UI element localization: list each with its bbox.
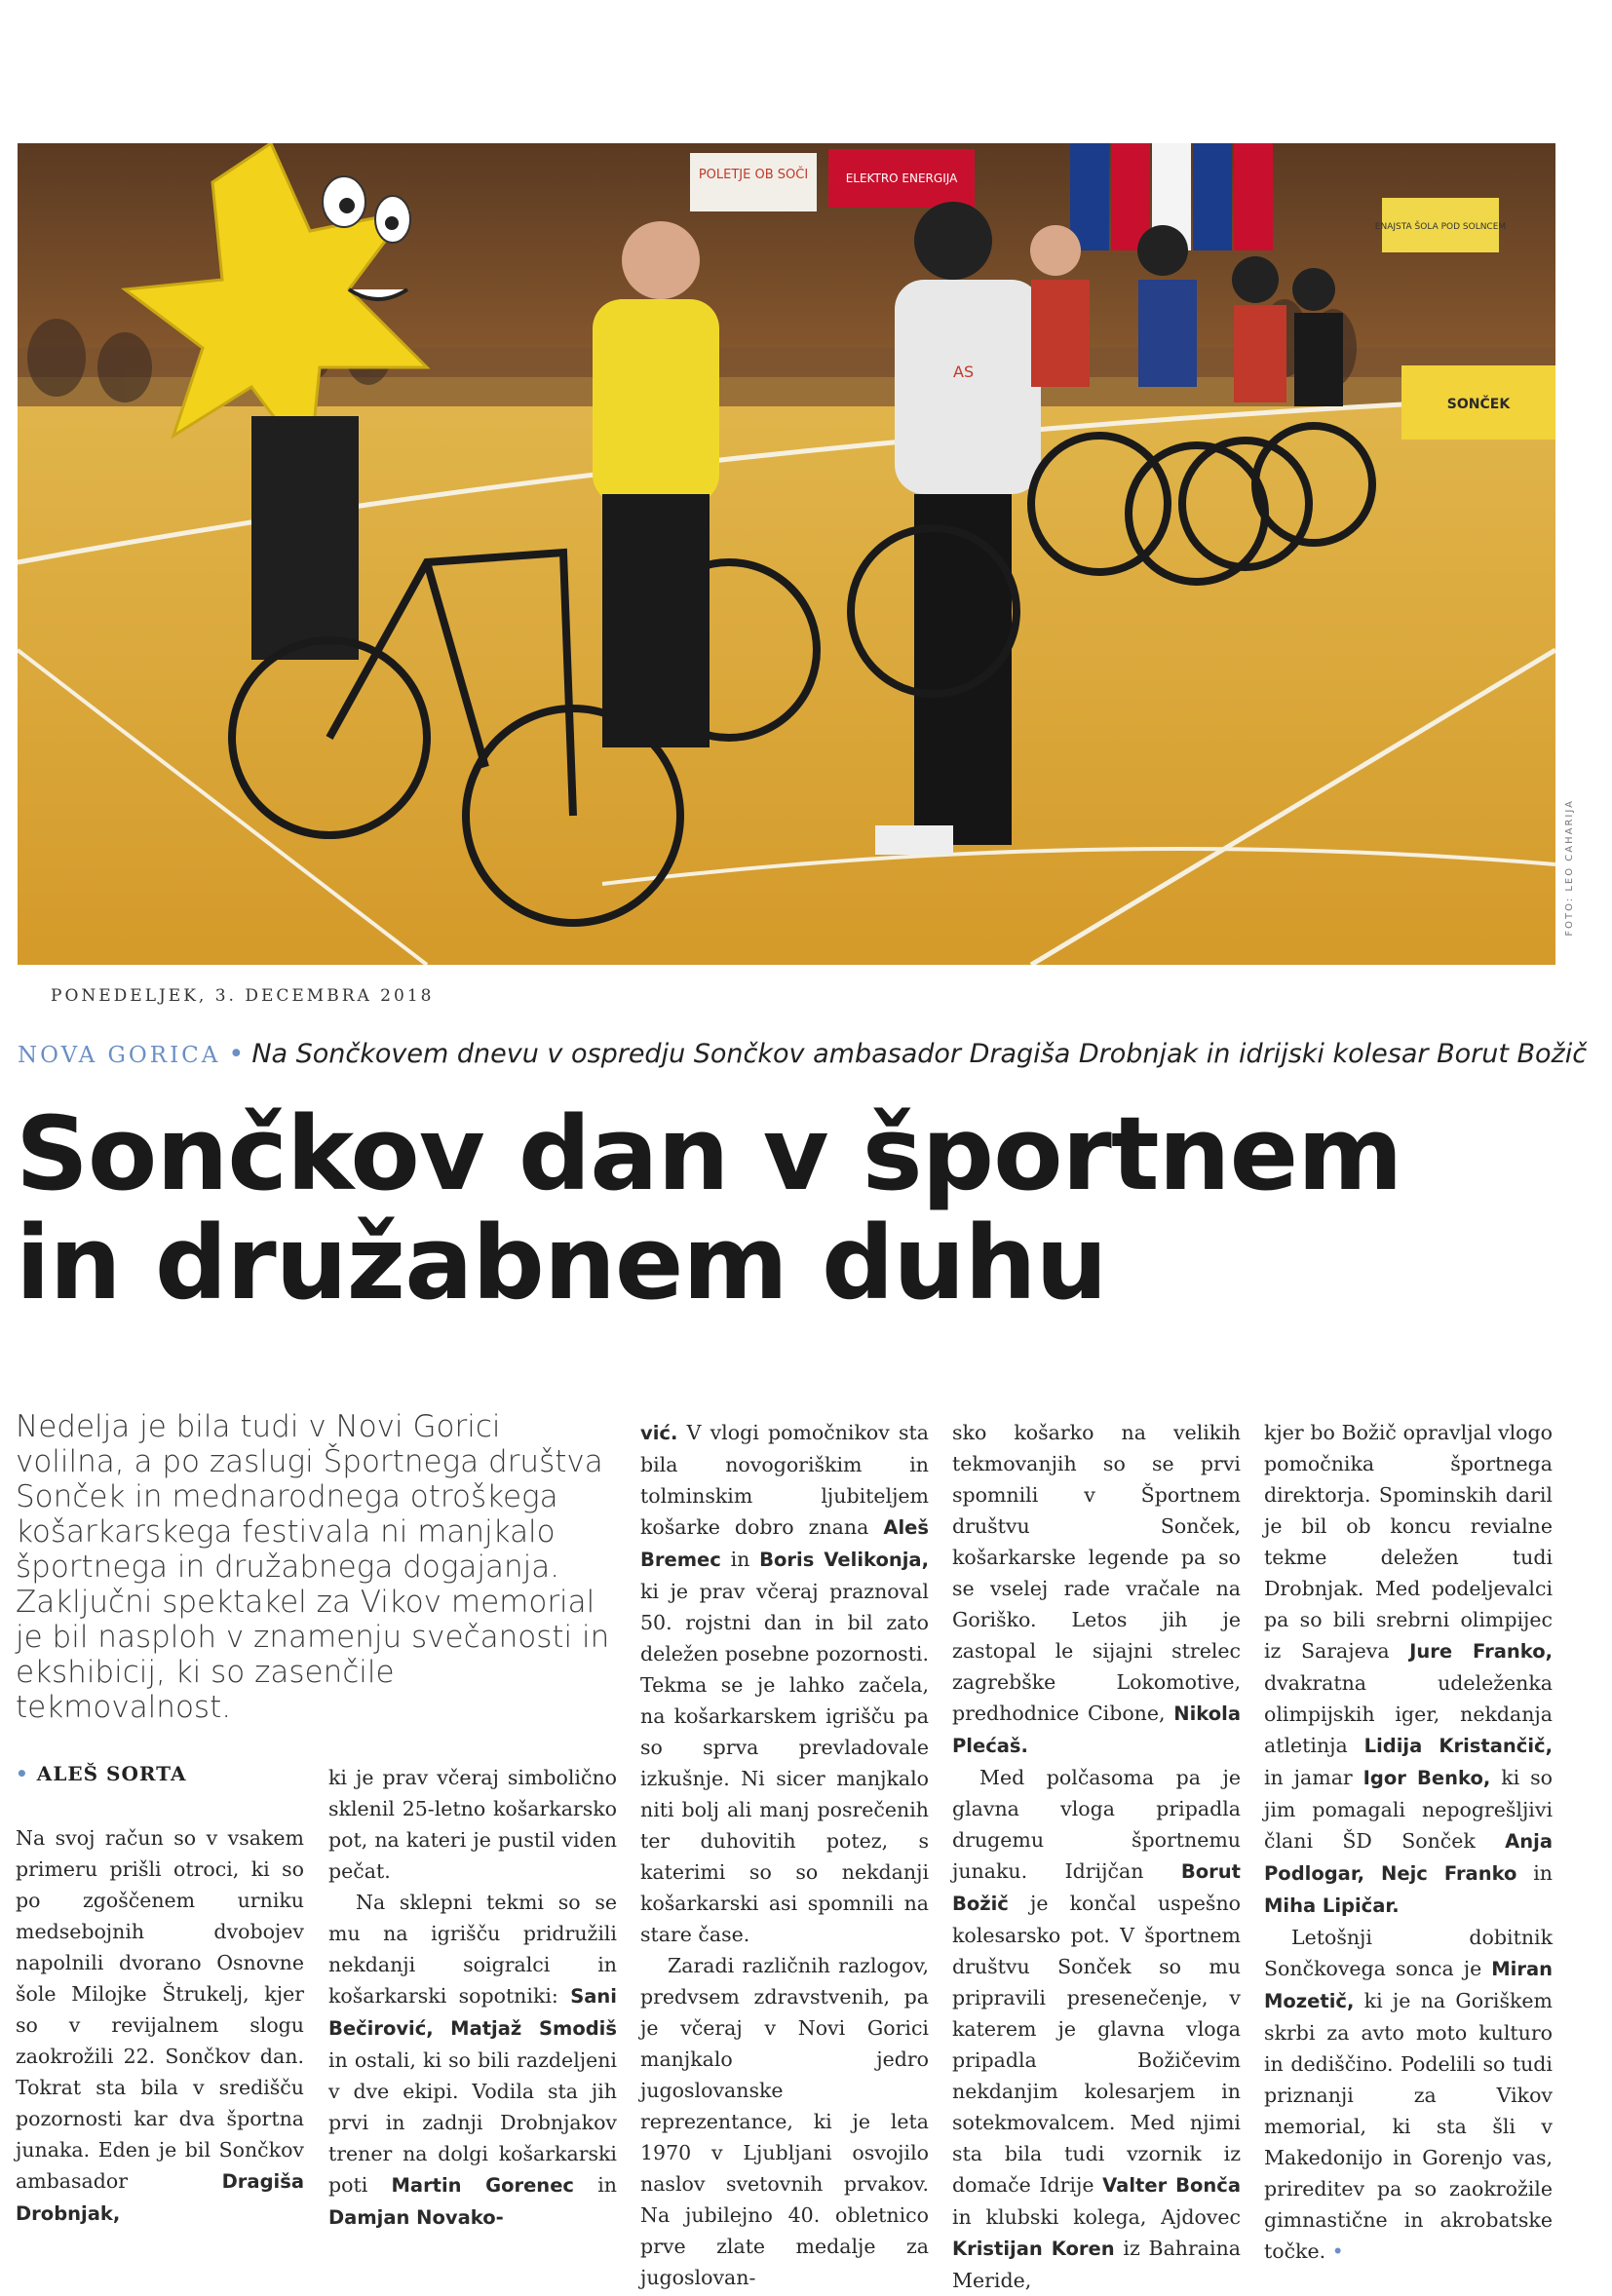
column-3-bold-1: vić. — [640, 1422, 678, 1444]
column-2-text-b2: in ostali, ki so bili razdeljeni v dve ekipi. Vodila sta jih prvi in zadnji Drobnjakov trener na dolgi košarkarski poti — [328, 2048, 617, 2197]
column-3-bold-2: Aleš Bremec — [640, 1516, 929, 1571]
photo-credit: FOTO: LEO CAHARIJA — [1564, 799, 1575, 937]
column-3-text-a2: in — [730, 1548, 750, 1571]
column-5-bold-5: Miha Lipičar. — [1264, 1894, 1400, 1917]
column-5 — [1264, 1417, 1553, 2267]
column-4-text-b1: Med polčasoma pa je glavna vloga pripadla drugemu športnemu junaku. Idrijčan — [952, 1766, 1241, 1883]
column-3 — [640, 1417, 929, 2293]
column-4-text-b2: je končal uspešno kolesarsko pot. V športnem društvu Sonček so mu pripravili presenečenje, v katerem je glavna vloga pripadla Božičevim nekdanjim kolesarjem in sotekmovalcem. Med njimi sta bila tudi vzornik iz domače Idrije — [952, 1892, 1241, 2197]
column-5-text-b1: Letošnji dobitnik Sončkovega sonca je — [1264, 1926, 1553, 1980]
flag-eu — [1070, 143, 1109, 250]
banner-elektro — [828, 149, 975, 208]
byline-author: ALEŠ SORTA — [36, 1762, 187, 1785]
column-4-bold-3: Valter Bonča — [1102, 2174, 1241, 2197]
column-2-text-a: ki je prav včeraj simbolično sklenil 25-letno košarkarsko pot, na kateri je pustil viden pečat. — [328, 1766, 617, 1883]
column-3-text-a1: V vlogi pomočnikov sta bila novogoriškim in tolminskim ljubiteljem košarke dobro znana — [640, 1421, 929, 1539]
column-5-text-a5: in — [1533, 1861, 1553, 1885]
column-5-bold-3: Igor Benko, — [1363, 1767, 1491, 1789]
headline — [16, 1094, 1536, 1322]
sign-soncek-text: SONČEK — [1446, 397, 1511, 412]
kicker — [18, 1039, 1588, 1069]
byline-bullet: • — [16, 1762, 29, 1785]
column-2-text-b1: Na sklepni tekmi so se mu na igrišču pridružili nekdanji soigralci in košarkarski sopotniki: — [328, 1891, 617, 2008]
column-2-bold-4: Damjan Novako- — [328, 2206, 504, 2229]
banner-poletje — [690, 153, 817, 211]
headline-line-1: Sončkov dan v športnem — [16, 1094, 1402, 1213]
column-2-bold-3: Martin Gorenec — [391, 2174, 574, 2197]
column-4-bold-2: Borut Božič — [952, 1860, 1241, 1915]
column-2-bold-2: Matjaž Smodiš — [450, 2017, 617, 2040]
column-5-text-b2: ki je na Goriškem skrbi za avto moto kulturo in dediščino. Podelili so tudi priznanji za Vikov memorial, ki sta šli v Makedonijo in Gorenjo vas, prireditev pa so zaokrožile gimnastične in akrobatske točke. — [1264, 1989, 1553, 2263]
column-4-text-a1: sko košarko na velikih tekmovanjih so se prvi spomnili v Športnem društvu Sonček, košarkarske legende pa so se vselej rade vračale na Goriško. Letos jih je zastopal le sijajni strelec zagrebške Lokomotive, predhodnice Cibone, — [952, 1421, 1241, 1725]
banner-elektro-text: ELEKTRO ENERGIJA — [845, 172, 958, 185]
column-3-text-b: Zaradi različnih razlogov, predvsem zdravstvenih, pa je včeraj v Novi Gorici manjkalo jedro jugoslovanske reprezentance, ki je leta 1970 v Ljubljani osvojilo naslov svetovnih prvakov. Na jubilejno 40. obletnico prve zlate medalje za jugoslovan- — [640, 1954, 929, 2289]
column-5-bold-4: Anja Podlogar, Nejc Franko — [1264, 1830, 1553, 1885]
column-2 — [328, 1762, 617, 2234]
column-4-text-b3: in klubski kolega, Ajdovec — [952, 2205, 1241, 2229]
sign-soncek — [1401, 365, 1555, 440]
column-4-text-b4: iz Bahraina Meride, — [952, 2237, 1241, 2292]
column-4-bold-1: Nikola Plećaš. — [952, 1703, 1241, 1757]
photo-illustration — [18, 143, 1555, 965]
article-photo — [18, 143, 1555, 965]
column-3-text-a3: ki je prav včeraj praznoval 50. rojstni dan in bil zato deležen posebne pozornosti. Tekma se je lahko začela, na košarkarskem igrišču pa so sprva prevladovale izkušnje. Ni sicer manjkalo niti bolj ali manj posrečenih ter duhovitih potez, s katerimi so so nekdanji košarkarski asi spomnili na stare čase. — [640, 1580, 929, 1946]
column-5-text-a2: dvakratna udeleženka olimpijskih iger, nekdanja atletinja — [1264, 1671, 1553, 1757]
end-mark: • — [1331, 2239, 1344, 2263]
headline-line-2: in družabnem duhu — [16, 1204, 1107, 1322]
column-5-bold-1: Jure Franko, — [1409, 1640, 1553, 1663]
jersey-text: AS — [953, 363, 975, 381]
column-3-bold-3: Boris Velikonja, — [759, 1549, 929, 1571]
column-1-text: Na svoj račun so v vsakem primeru prišli otroci, ki so po zgoščenem urniku medsebojnih dvobojev napolnili dvorano Osnovne šole Milojke Štrukelj, kjer so v revijalnem slogu zaokrožili 22. Sončkov dan. Tokrat sta bila v središču pozornosti kar dva športna junaka. Eden je bil Sončkov ambasador — [16, 1826, 304, 2193]
dateline: PONEDELJEK, 3. DECEMBRA 2018 — [51, 986, 435, 1006]
kicker-text: Na Sončkovem dnevu v ospredju Sončkov ambasador Dragiša Drobnjak in idrijski kolesar Borut Božič — [251, 1039, 1588, 1069]
column-5-bold-6: Miran Mozetič, — [1264, 1958, 1553, 2012]
column-5-text-a4: ki so jim pomagali nepogrešljivi člani ŠD Sonček — [1264, 1766, 1553, 1853]
column-1 — [16, 1822, 304, 2230]
column-4-bold-4: Kristijan Koren — [952, 2238, 1115, 2260]
byline — [16, 1762, 186, 1785]
column-5-text-a1: kjer bo Božič opravljal vlogo pomočnika športnega direktorja. Spominskih daril je bil ob koncu revialne tekme deležen tudi Drobnjak. Med podeljevalci pa so bili srebrni olimpijec iz Sarajeva — [1264, 1421, 1553, 1663]
kicker-location: NOVA GORICA — [18, 1043, 221, 1068]
banner-school-text: ENAJSTA ŠOLA POD SOLNCEM — [1374, 222, 1507, 232]
column-2-text-b3: in — [597, 2173, 617, 2197]
column-5-text-a3: in jamar — [1264, 1766, 1353, 1789]
lede: Nedelja je bila tudi v Novi Gorici volilna, a po zaslugi Športnega društva Sonček in mednarodnega otroškega košarkarskega festivala ni manjkalo športnega in družabnega dogajanja. Zaključni spektakel za Vikov memorial je bil nasploh v znamenju svečanosti in ekshibicij, ki so zasenčile tekmovalnost. — [16, 1409, 610, 1725]
column-2-bold-1: Sani Bečirović, — [328, 1985, 617, 2040]
banner-poletje-text: POLETJE OB SOČI — [698, 168, 809, 182]
column-1-bold-1: Dragiša Drobnjak, — [16, 2170, 304, 2225]
column-5-bold-2: Lidija Kristančič, — [1363, 1735, 1553, 1757]
banner-school — [1375, 198, 1506, 252]
column-4 — [952, 1417, 1241, 2296]
kicker-bullet: • — [228, 1039, 245, 1069]
